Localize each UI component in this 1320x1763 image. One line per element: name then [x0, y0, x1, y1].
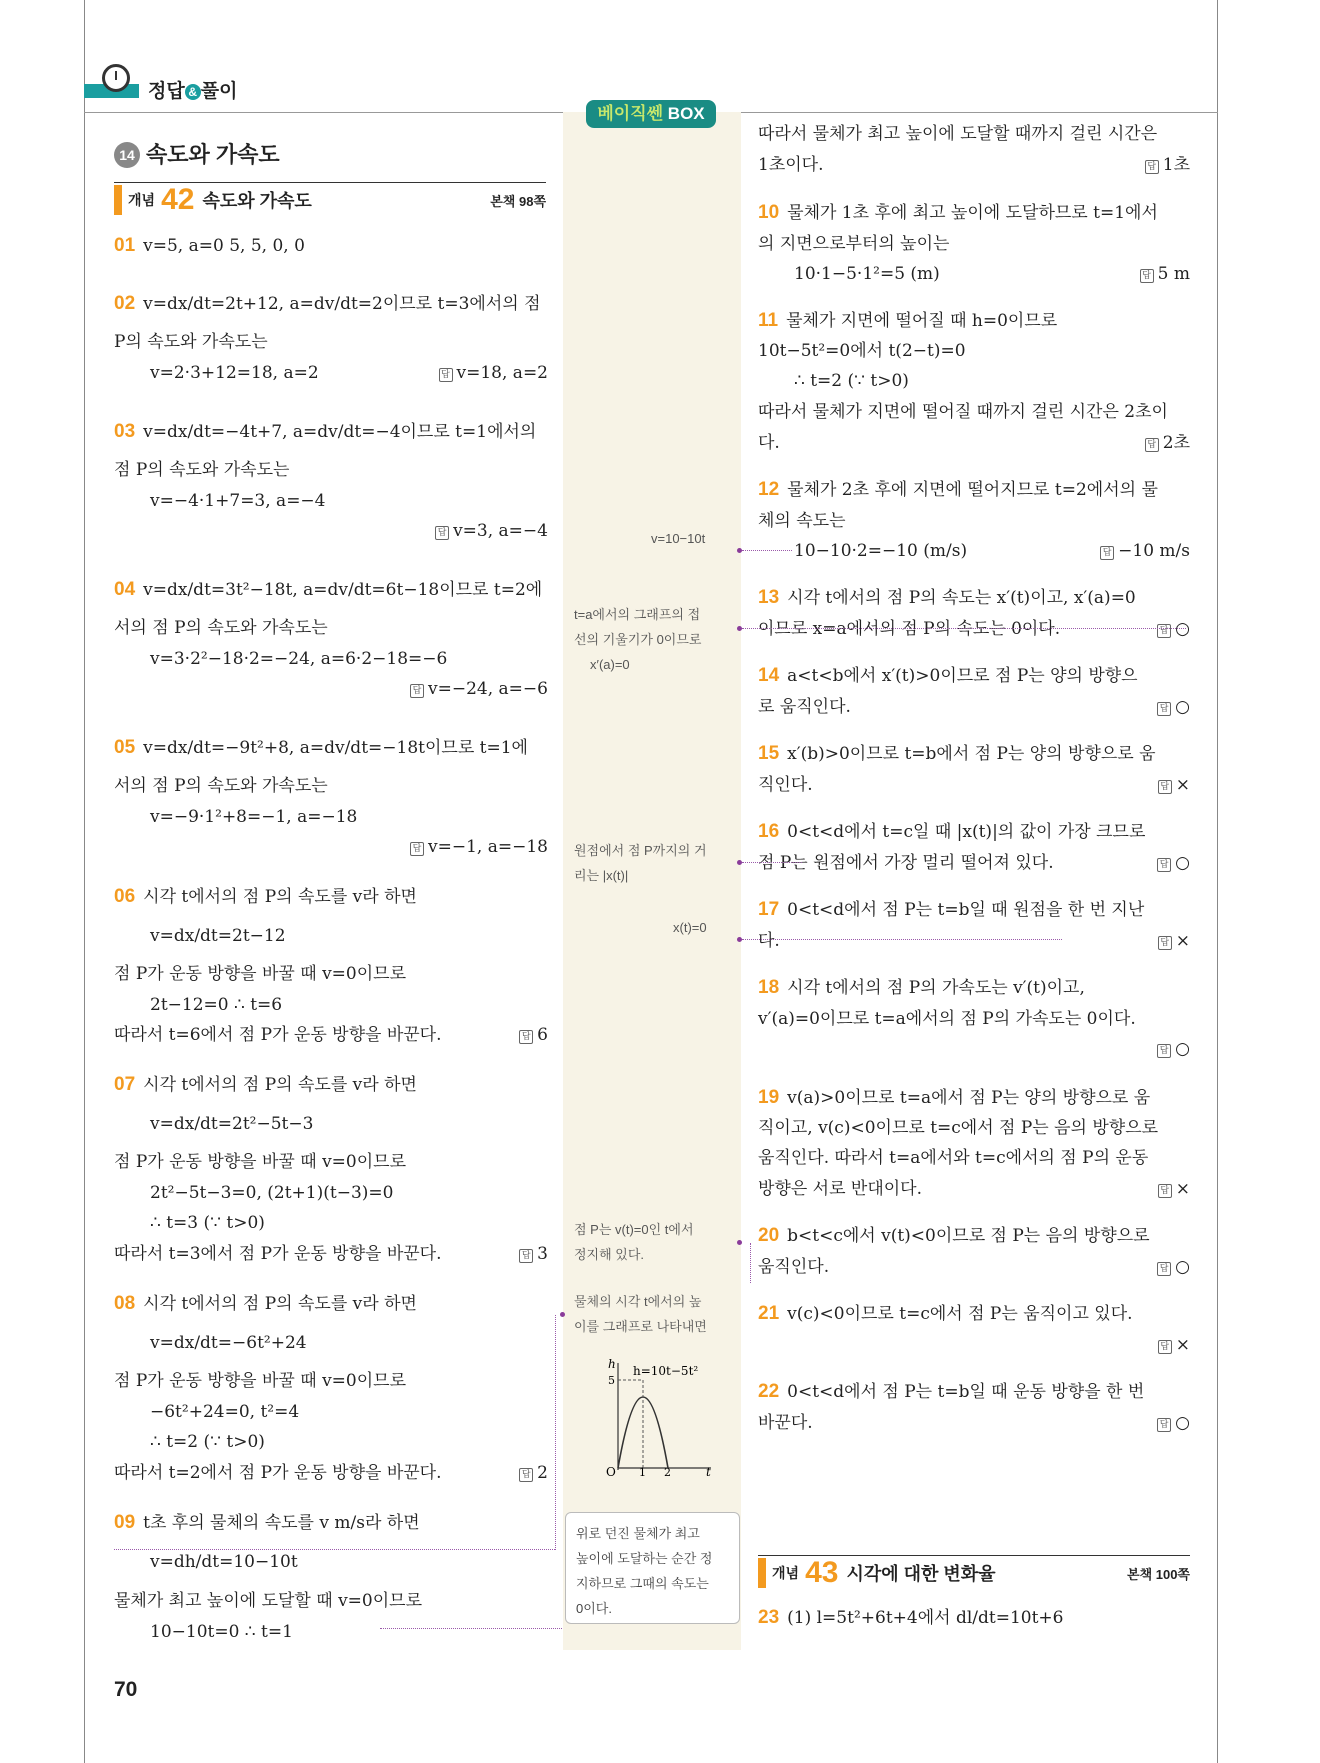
- solution-line: [758, 1606, 1064, 1630]
- page-border-left: [84, 0, 85, 1763]
- line-text: 물체가 1초 후에 최고 높이에 도달하므로 t=1에서: [787, 203, 1158, 223]
- answer: [1100, 539, 1190, 563]
- connector-line: [114, 1549, 555, 1550]
- connector-line: [380, 1628, 562, 1629]
- graph-t1: 1: [639, 1466, 646, 1478]
- side-note: 리는 |x(t)|: [574, 868, 629, 883]
- solution-line: [150, 1400, 299, 1424]
- line-text: 따라서 물체가 지면에 떨어질 때까지 걸린 시간은 2초이: [758, 402, 1168, 422]
- solution-line: [114, 1369, 406, 1393]
- answer-icon: 답: [519, 1468, 533, 1482]
- concept-bar: [114, 185, 122, 215]
- line-text: v=dx/dt=−9t²+8, a=dv/dt=−18t이므로 t=1에: [143, 738, 528, 758]
- side-note: 원점에서 점 P까지의 거: [574, 843, 707, 858]
- solution-line: [758, 1116, 1158, 1140]
- answer-icon: 답: [1157, 702, 1171, 716]
- line-text: 0<t<d에서 t=c일 때 |x(t)|의 값이 가장 크므로: [787, 822, 1146, 842]
- answer: [1158, 1177, 1190, 1201]
- graph-h-label: h: [608, 1358, 616, 1371]
- answer-text: ○: [1175, 697, 1190, 717]
- line-text: 2t²−5t−3=0, (2t+1)(t−3)=0: [150, 1183, 394, 1203]
- connector-line: [742, 550, 792, 551]
- line-text: v′(a)=0이므로 t=a에서의 점 P의 가속도는 0이다.: [758, 1009, 1136, 1029]
- solution-line: [150, 489, 326, 513]
- section-title: 14 속도와 가속도: [114, 138, 280, 169]
- answer: [1157, 695, 1190, 719]
- answer: [1145, 153, 1190, 177]
- question-number: 18: [758, 977, 780, 998]
- question-number: 17: [758, 899, 780, 920]
- answer-icon: 답: [1158, 936, 1172, 950]
- solution-line: [758, 695, 851, 719]
- line-text: v=dx/dt=2t²−5t−3: [150, 1114, 314, 1134]
- question-number: 16: [758, 821, 780, 842]
- solution-line: [114, 578, 542, 602]
- line-text: 움직인다.: [758, 1257, 830, 1277]
- line-text: x′(b)>0이므로 t=b에서 점 P는 양의 방향으로 움: [787, 744, 1156, 764]
- line-text: 점 P의 속도와 가속도는: [114, 460, 290, 480]
- answer-text: 2: [537, 1463, 548, 1483]
- line-text: 바꾼다.: [758, 1413, 813, 1433]
- answer-text: ×: [1175, 1179, 1190, 1199]
- line-text: v=dx/dt=−4t+7, a=dv/dt=−4이므로 t=1에서의: [143, 422, 537, 442]
- solution-line: [758, 820, 1145, 844]
- solution-line: [150, 361, 319, 385]
- answer-text: ×: [1175, 775, 1190, 795]
- page-border-right: [1217, 0, 1218, 1763]
- side-note: x′(a)=0: [590, 657, 630, 672]
- solution-line: [758, 509, 846, 533]
- answer-icon: 답: [1158, 780, 1172, 794]
- textbook-ref: 본책 98쪽: [490, 193, 546, 209]
- solution-line: [758, 976, 1085, 1000]
- line-text: P의 속도와 가속도는: [114, 332, 268, 352]
- question-number: 11: [758, 310, 779, 331]
- line-text: 따라서 t=6에서 점 P가 운동 방향을 바꾼다.: [114, 1025, 442, 1045]
- graph-y5: 5: [608, 1374, 615, 1387]
- solution-line: [758, 898, 1144, 922]
- solution-line: [758, 929, 780, 953]
- line-text: 0<t<d에서 점 P는 t=b일 때 원점을 한 번 지난: [787, 900, 1145, 920]
- solution-line: [114, 1589, 422, 1613]
- answer-icon: 답: [1157, 1262, 1171, 1276]
- line-text: v=2·3+12=18, a=2: [150, 363, 319, 383]
- side-note: 물체의 시각 t에서의 높: [574, 1294, 702, 1309]
- question-number: 20: [758, 1225, 780, 1246]
- concept-42-header: 개념 42 속도와 가속도 본책 98쪽: [114, 180, 546, 220]
- solution-line: [150, 1620, 293, 1644]
- answer: [410, 835, 548, 859]
- line-text: t초 후의 물체의 속도를 v m/s라 하면: [143, 1513, 420, 1533]
- question-number: 13: [758, 587, 780, 608]
- line-text: 따라서 t=2에서 점 P가 운동 방향을 바꾼다.: [114, 1463, 442, 1483]
- solution-line: [758, 1255, 829, 1279]
- side-note: v=10−10t: [651, 531, 706, 546]
- line-text: 점 P는 원점에서 가장 멀리 떨어져 있다.: [758, 853, 1054, 873]
- answer-icon: 답: [1157, 624, 1171, 638]
- line-text: 로 움직인다.: [758, 697, 851, 717]
- answer-text: v=18, a=2: [456, 363, 548, 383]
- line-text: 다.: [758, 433, 780, 453]
- solution-line: [758, 153, 824, 177]
- answer-icon: 답: [435, 526, 449, 540]
- concept-rule: [114, 182, 546, 183]
- line-text: a<t<b에서 x′(t)>0이므로 점 P는 양의 방향으: [787, 666, 1138, 686]
- line-text: v=dx/dt=3t²−18t, a=dv/dt=6t−18이므로 t=2에: [143, 580, 543, 600]
- solution-line: [758, 232, 949, 256]
- question-number: 04: [114, 579, 136, 600]
- header-title: 정답 & 풀이: [148, 81, 238, 102]
- solution-line: [758, 742, 1156, 766]
- line-text: 점 P가 운동 방향을 바꿀 때 v=0이므로: [114, 1371, 407, 1391]
- line-text: b<t<c에서 v(t)<0이므로 점 P는 음의 방향으로: [787, 1226, 1150, 1246]
- side-note: 이를 그래프로 나타내면: [574, 1319, 707, 1334]
- solution-line: [758, 1380, 1144, 1404]
- answer-icon: 답: [1140, 269, 1154, 283]
- side-note: t=a에서의 그래프의 접: [574, 607, 701, 622]
- answer-icon: 답: [439, 368, 453, 382]
- solution-line: [150, 924, 286, 948]
- line-text: v(a)>0이므로 t=a에서 점 P는 양의 방향으로 움: [787, 1088, 1151, 1108]
- answer: [1158, 773, 1190, 797]
- line-text: 서의 점 P의 속도와 가속도는: [114, 618, 328, 638]
- line-text: 방향은 서로 반대이다.: [758, 1179, 923, 1199]
- solution-line: [758, 1146, 1148, 1170]
- side-note: 정지해 있다.: [574, 1247, 645, 1262]
- height-graph: [596, 1358, 716, 1478]
- side-note: 점 P는 v(t)=0인 t에서: [574, 1222, 694, 1237]
- answer-text: ○: [1175, 619, 1190, 639]
- line-text: 물체가 최고 높이에 도달할 때 v=0이므로: [114, 1591, 423, 1611]
- solution-line: [758, 201, 1158, 225]
- solution-line: [758, 1177, 922, 1201]
- connector-line: [742, 862, 802, 863]
- solution-line: [150, 1550, 298, 1574]
- solution-line: [114, 420, 536, 444]
- solution-line: [114, 330, 268, 354]
- line-text: v=3·2²−18·2=−24, a=6·2−18=−6: [150, 649, 448, 669]
- solution-line: [794, 262, 940, 286]
- answer-icon: 답: [1157, 858, 1171, 872]
- connector-line: [742, 939, 1062, 940]
- question-number: 03: [114, 421, 136, 442]
- question-number: 08: [114, 1293, 136, 1314]
- solution-line: [758, 431, 780, 455]
- answer-text: ○: [1175, 1257, 1190, 1277]
- solution-line: [758, 851, 1054, 875]
- solution-line: [150, 1181, 393, 1205]
- line-text: v(c)<0이므로 t=c에서 점 P는 움직이고 있다.: [787, 1304, 1133, 1324]
- answer: [439, 361, 548, 385]
- line-text: 따라서 t=3에서 점 P가 운동 방향을 바꾼다.: [114, 1244, 442, 1264]
- answer-icon: 답: [1100, 546, 1114, 560]
- question-number: 07: [114, 1074, 136, 1095]
- answer: [1158, 929, 1190, 953]
- answer-icon: 답: [1145, 438, 1159, 452]
- answer: [519, 1461, 548, 1485]
- solution-line: [150, 1430, 265, 1454]
- line-text: 점 P가 운동 방향을 바꿀 때 v=0이므로: [114, 1152, 407, 1172]
- solution-line: [758, 400, 1168, 424]
- solution-line: [114, 1292, 417, 1316]
- question-number: 12: [758, 479, 780, 500]
- answer: [410, 677, 548, 701]
- answer: [519, 1242, 548, 1266]
- line-text: v=dx/dt=2t−12: [150, 926, 286, 946]
- answer: [1145, 431, 1190, 455]
- answer: [1157, 1037, 1190, 1061]
- line-text: 직이고, v(c)<0이므로 t=c에서 점 P는 음의 방향으로: [758, 1118, 1159, 1138]
- line-text: 의 지면으로부터의 높이는: [758, 234, 950, 254]
- line-text: 체의 속도는: [758, 511, 846, 531]
- solution-line: [114, 774, 328, 798]
- graph-t-label: t: [706, 1465, 711, 1478]
- line-text: −6t²+24=0, t²=4: [150, 1402, 300, 1422]
- question-number: 23: [758, 1607, 780, 1628]
- solution-line: [150, 805, 357, 829]
- line-text: (1) l=5t²+6t+4에서 dl/dt=10t+6: [787, 1608, 1064, 1628]
- solution-line: [114, 234, 305, 258]
- solution-line: [114, 1461, 442, 1485]
- question-number: 22: [758, 1381, 780, 1402]
- solution-line: [758, 478, 1158, 502]
- line-text: 서의 점 P의 속도와 가속도는: [114, 776, 328, 796]
- solution-line: [758, 664, 1138, 688]
- solution-line: [758, 1007, 1136, 1031]
- answer: [1157, 1411, 1190, 1435]
- line-text: 직인다.: [758, 775, 813, 795]
- solution-line: [114, 736, 528, 760]
- question-number: 14: [758, 665, 780, 686]
- solution-line: [114, 292, 541, 316]
- line-text: 10t−5t²=0에서 t(2−t)=0: [758, 341, 966, 361]
- solution-line: [150, 1331, 307, 1355]
- answer-text: ○: [1175, 1413, 1190, 1433]
- line-text: v=5, a=0 5, 5, 0, 0: [143, 236, 305, 256]
- answer-icon: 답: [1157, 1044, 1171, 1058]
- answer: [1140, 262, 1190, 286]
- solution-line: [114, 1073, 417, 1097]
- answer-icon: 답: [519, 1030, 533, 1044]
- answer: [1157, 851, 1190, 875]
- solution-line: [150, 993, 282, 1017]
- solution-line: [150, 1211, 265, 1235]
- answer-text: v=−24, a=−6: [428, 679, 548, 699]
- question-number: 15: [758, 743, 780, 764]
- answer-text: v=3, a=−4: [453, 521, 548, 541]
- answer: [1157, 1255, 1190, 1279]
- line-text: 10·1−5·1²=5 (m): [794, 264, 940, 284]
- note-box: 위로 던진 물체가 최고 높이에 도달하는 순간 정 지하므로 그때의 속도는 0이다.: [565, 1512, 740, 1624]
- line-text: 다.: [758, 931, 780, 951]
- solution-line: [114, 1511, 420, 1535]
- solution-line: [758, 586, 1136, 610]
- concept-rule: [758, 1555, 1190, 1556]
- answer-text: 2초: [1162, 433, 1190, 453]
- solution-line: [758, 1411, 813, 1435]
- line-text: ∴ t=3 (∵ t>0): [150, 1213, 265, 1233]
- solution-line: [794, 539, 967, 563]
- solution-line: [114, 1242, 442, 1266]
- answer-icon: 답: [519, 1249, 533, 1263]
- side-note: 선의 기울기가 0이므로: [574, 632, 702, 647]
- question-number: 09: [114, 1512, 136, 1533]
- connector-line: [750, 1243, 751, 1283]
- answer-text: ○: [1175, 1039, 1190, 1059]
- graph-origin: O: [606, 1465, 616, 1478]
- answer: [1158, 1333, 1190, 1357]
- line-text: ∴ t=2 (∵ t>0): [794, 371, 909, 391]
- answer-text: 6: [537, 1025, 548, 1045]
- question-number: 21: [758, 1303, 780, 1324]
- solution-line: [758, 1302, 1133, 1326]
- line-text: 시각 t에서의 점 P의 속도는 x′(t)이고, x′(a)=0: [787, 588, 1136, 608]
- connector-line: [742, 628, 1186, 629]
- connector-line: [555, 1315, 556, 1550]
- question-number: 01: [114, 235, 136, 256]
- answer-text: ○: [1175, 853, 1190, 873]
- question-number: 02: [114, 293, 136, 314]
- connector-dot: [737, 1240, 742, 1245]
- answer-text: 5 m: [1157, 264, 1190, 284]
- line-text: 시각 t에서의 점 P의 가속도는 v′(t)이고,: [787, 978, 1085, 998]
- answer: [435, 519, 548, 543]
- side-note: x(t)=0: [673, 920, 707, 935]
- line-text: 점 P가 운동 방향을 바꿀 때 v=0이므로: [114, 964, 407, 984]
- answer-icon: 답: [1145, 160, 1159, 174]
- answer-text: v=−1, a=−18: [428, 837, 548, 857]
- solution-line: [758, 1224, 1150, 1248]
- line-text: 1초이다.: [758, 155, 824, 175]
- answer-text: 3: [537, 1244, 548, 1264]
- answer-icon: 답: [1158, 1340, 1172, 1354]
- solution-line: [758, 339, 966, 363]
- answer: [519, 1023, 548, 1047]
- solution-line: [758, 122, 1157, 146]
- line-text: 물체가 지면에 떨어질 때 h=0이므로: [786, 311, 1058, 331]
- line-text: 시각 t에서의 점 P의 속도를 v라 하면: [143, 1075, 417, 1095]
- concept-43-header: 개념 43 시각에 대한 변화율 본책 100쪽: [758, 1553, 1190, 1593]
- solution-line: [150, 1112, 313, 1136]
- solution-line: [150, 647, 447, 671]
- line-text: 움직인다. 따라서 t=a에서와 t=c에서의 점 P의 운동: [758, 1148, 1149, 1168]
- answer-icon: 답: [1157, 1418, 1171, 1432]
- solution-line: [114, 962, 406, 986]
- solution-line: [114, 616, 328, 640]
- line-text: 따라서 물체가 최고 높이에 도달할 때까지 걸린 시간은: [758, 124, 1158, 144]
- line-text: 10−10·2=−10 (m/s): [794, 541, 968, 561]
- answer-icon: 답: [410, 842, 424, 856]
- question-number: 19: [758, 1087, 780, 1108]
- line-text: 시각 t에서의 점 P의 속도를 v라 하면: [143, 887, 417, 907]
- line-text: ∴ t=2 (∵ t>0): [150, 1432, 265, 1452]
- line-text: v=−9·1²+8=−1, a=−18: [150, 807, 358, 827]
- line-text: 0<t<d에서 점 P는 t=b일 때 운동 방향을 한 번: [787, 1382, 1145, 1402]
- line-text: v=dh/dt=10−10t: [150, 1552, 298, 1572]
- solution-line: [758, 1086, 1150, 1110]
- solution-line: [794, 369, 909, 393]
- line-text: v=dx/dt=−6t²+24: [150, 1333, 307, 1353]
- answer-text: ×: [1175, 931, 1190, 951]
- section-number: 14: [114, 142, 140, 168]
- answer-text: ×: [1175, 1335, 1190, 1355]
- question-number: 05: [114, 737, 136, 758]
- solution-line: [114, 1023, 442, 1047]
- graph-t2: 2: [664, 1466, 671, 1478]
- page-number: 70: [114, 1678, 138, 1701]
- question-number: 10: [758, 202, 780, 223]
- answer-icon: 답: [1158, 1184, 1172, 1198]
- basic-box-badge: 베이직쎈 BOX: [586, 100, 716, 128]
- line-text: v=dx/dt=2t+12, a=dv/dt=2이므로 t=3에서의 점: [143, 294, 541, 314]
- answer-text: −10 m/s: [1118, 541, 1190, 561]
- answer: [1157, 617, 1190, 641]
- answer-icon: 답: [410, 684, 424, 698]
- line-text: 이므로 x=a에서의 점 P의 속도는 0이다.: [758, 619, 1061, 639]
- connector-dot: [560, 1312, 565, 1317]
- line-text: 시각 t에서의 점 P의 속도를 v라 하면: [143, 1294, 417, 1314]
- solution-line: [114, 885, 417, 909]
- solution-line: [758, 309, 1057, 333]
- question-number: 06: [114, 886, 136, 907]
- solution-line: [114, 1150, 406, 1174]
- solution-line: [114, 458, 289, 482]
- textbook-ref: 본책 100쪽: [1127, 1566, 1190, 1582]
- amp-badge: &: [185, 84, 201, 100]
- line-text: 물체가 2초 후에 지면에 떨어지므로 t=2에서의 물: [787, 480, 1158, 500]
- alarm-clock-icon: [102, 64, 130, 92]
- line-text: 10−10t=0 ∴ t=1: [150, 1622, 293, 1642]
- solution-line: [758, 773, 813, 797]
- concept-bar: [758, 1558, 766, 1588]
- graph-equation: h=10t−5t²: [633, 1364, 699, 1378]
- line-text: v=−4·1+7=3, a=−4: [150, 491, 326, 511]
- solution-line: [758, 617, 1060, 641]
- answer-text: 1초: [1162, 155, 1190, 175]
- line-text: 2t−12=0 ∴ t=6: [150, 995, 283, 1015]
